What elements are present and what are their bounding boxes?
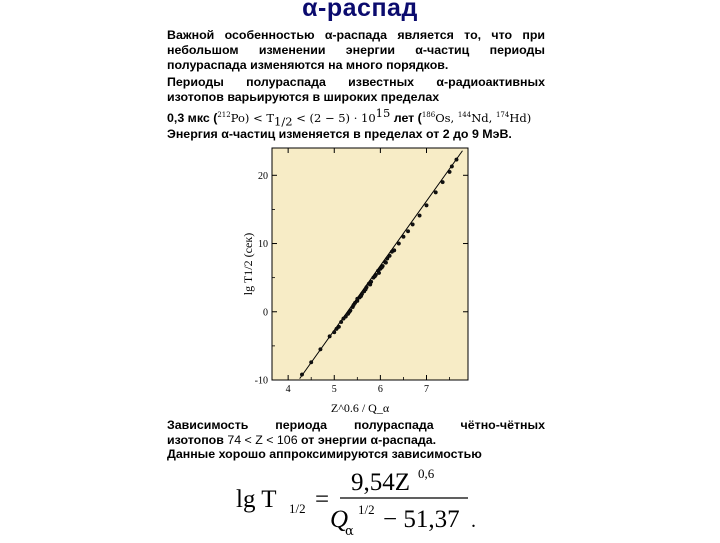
data-point [335,327,339,331]
data-point [388,254,392,258]
data-point [441,180,445,184]
formula-q-sub: α [345,524,354,539]
chart-svg [241,148,474,420]
data-point [342,317,346,321]
x-axis-label: Z^0.6 / Q_α [330,401,390,415]
data-point [352,303,356,307]
y-tick-label: 20 [258,170,268,182]
data-point [390,250,394,254]
y-tick-label: 0 [263,307,268,319]
data-point [319,347,323,351]
caption-line-2: изотопов 74 < Z < 106 от энергии α-распада. [167,432,437,447]
plot-area [272,148,468,380]
formula-q: Q [330,506,349,533]
data-point [402,235,406,239]
formula-numerator-exp: 0,6 [418,466,435,481]
data-point [373,274,377,278]
y-tick-label: 10 [258,239,268,251]
data-point [384,261,388,265]
range-sub: 1/2 [274,114,293,129]
paragraph-alpha-decay-feature: Важной особенностью α-распада является то, что при небольшом изменении энергии α-частиц периоды полураспада изменяются на много порядков. [167,28,545,72]
y-axis-label: lg T1/2 (сек) [241,232,255,296]
half-life-range-formula [167,106,545,129]
x-tick-label: 5 [331,384,337,395]
data-point [448,170,452,174]
data-point [356,297,360,301]
caption-line-3: Данные хорошо аппроксимируются зависимостью [167,447,482,461]
data-point [397,242,401,246]
formula-denominator-exp: 1/2 [358,502,375,517]
data-point [406,229,410,233]
range-nuclides: $^{186}$Os, $^{144}$Nd, $^{174}$Hd) [421,111,532,126]
data-point [411,223,415,227]
data-point [380,266,384,270]
data-point [300,373,304,377]
data-point [348,310,352,314]
data-point [332,330,336,334]
range-right: < (2 − 5) · 10 [292,111,376,126]
range-units: лет ( [390,111,422,126]
energy-range-line: Энергия α-частиц изменяется в пределах от 2 до 9 МэВ. [167,127,512,141]
formula-lhs-sub: 1/2 [289,501,306,516]
data-point [368,283,372,287]
formula-svg [232,466,492,538]
range-exp: 15 [375,106,391,120]
caption-line-1: Зависимость периода полураспада чётно-чётных [167,418,545,432]
x-tick-label: 6 [377,384,383,395]
chart-caption [167,418,545,462]
data-point [450,165,454,169]
slide-title: α-распад [302,0,418,22]
x-tick-label: 7 [423,384,429,395]
range-start: 0,3 мкс ( [167,111,218,126]
data-point [364,287,368,291]
data-point [455,158,459,162]
data-point [359,294,363,298]
approximation-formula [232,466,492,538]
data-point [377,271,381,275]
data-point [339,320,343,324]
data-point [425,204,429,208]
half-life-chart [241,148,474,420]
data-point [418,214,422,218]
data-point [328,335,332,339]
data-point [434,191,438,195]
formula-numerator: 9,54Z [351,469,411,496]
formula-equals: = [315,486,330,513]
x-tick-label: 4 [285,384,291,395]
paragraph-half-life-range: Периоды полураспада известных α-радиоактивных изотопов варьируются в широких пределах [167,75,545,104]
po-nuclide: $^{212}$Po [217,111,245,126]
formula-period: . [471,510,476,532]
data-point [309,360,313,364]
formula-minus-constant: − 51,37 [383,506,460,533]
y-tick-label: -10 [254,375,268,387]
formula-lhs: lg T [236,486,277,513]
range-mid: ) < T [244,111,275,126]
